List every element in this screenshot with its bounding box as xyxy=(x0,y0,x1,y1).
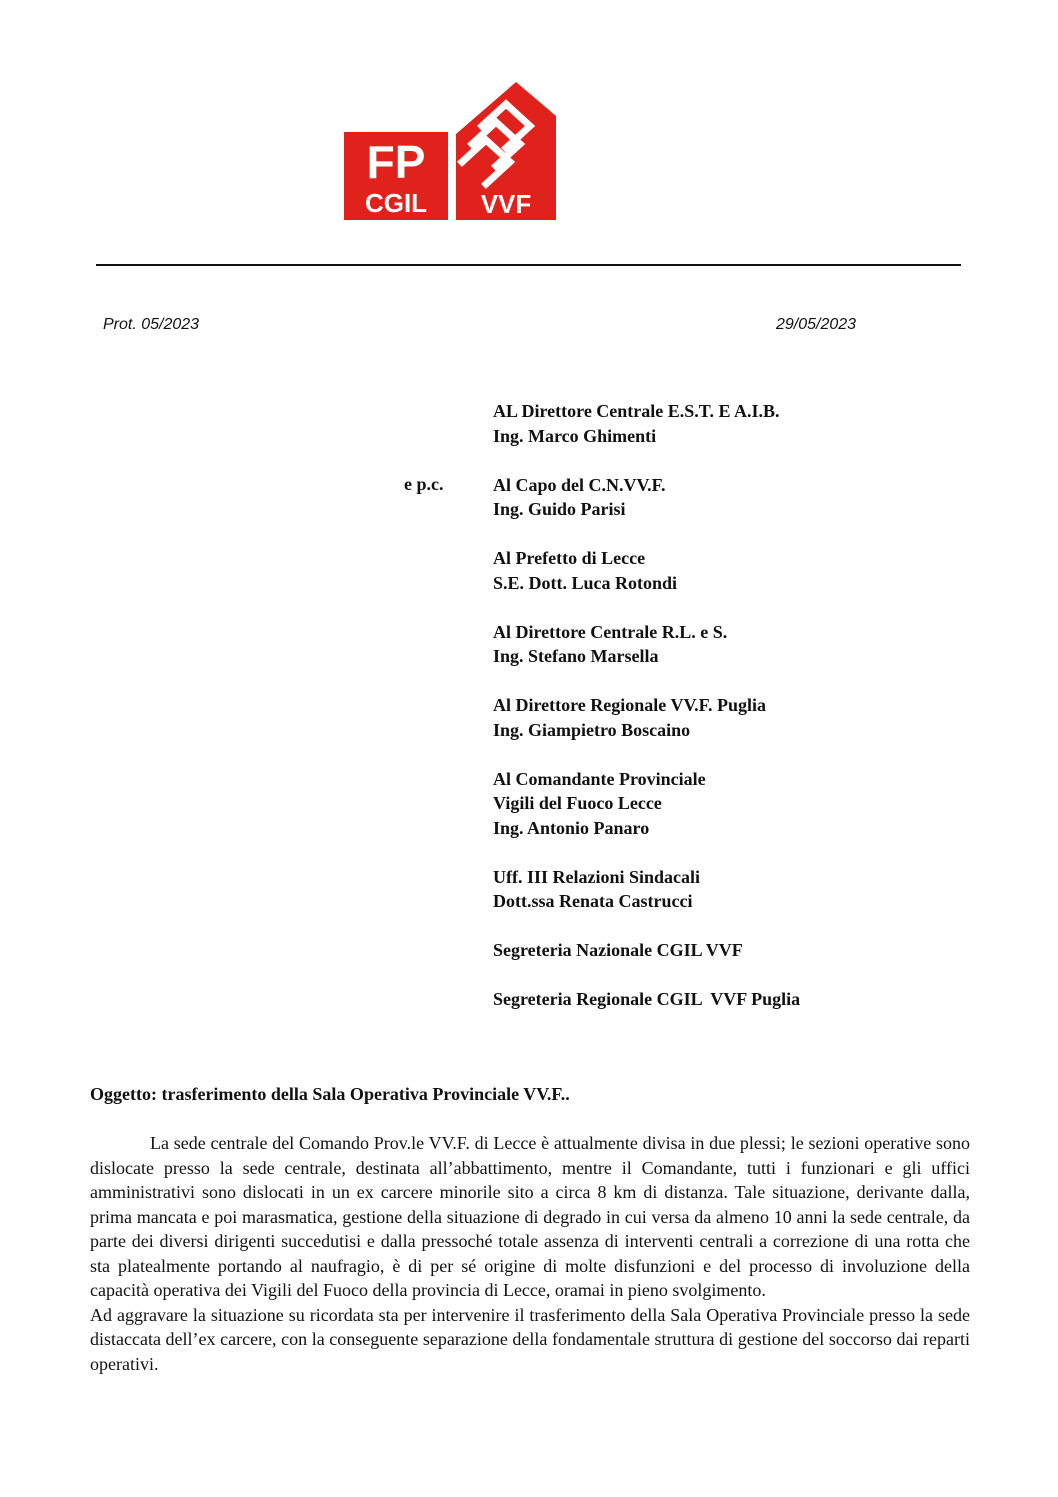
recipient-block xyxy=(493,938,973,963)
recipient-line: Uff. III Relazioni Sindacali xyxy=(493,866,701,887)
recipient-line: Ing. Giampietro Boscaino xyxy=(493,719,691,740)
body-paragraph: La sede centrale del Comando Prov.le VV.F. di Lecce è attualmente divisa in due plessi; le sezioni operative sono dislocate presso la sede centrale, destinata all’abbattimento, mentre il Comandante, tutti i funzionari e gli uffici amministrativi sono dislocati in un ex carcere minorile sito a circa 8 km di distanza. Tale situazione, derivante dalla, prima mancata e poi marasmatica, gestione della situazione di degrado in cui versa da almeno 10 anni la sede centrale, da parte dei diversi dirigenti succedutisi e dalla pressoché totale assenza di interventi centrali a correzione di una rotta che sta platealmente portando al naufragio, è di per sé origine di molte disfunzioni e del processo di involuzione della capacità operativa dei Vigili del Fuoco della provincia di Lecce, oramai in pieno svolgimento. xyxy=(90,1133,970,1300)
recipient-line: Vigili del Fuoco Lecce xyxy=(493,793,662,813)
document-date: 29/05/2023 xyxy=(776,316,857,333)
recipient-line: Segreteria Nazionale CGIL VVF xyxy=(493,940,743,960)
recipient-block xyxy=(493,987,973,1012)
subject-line: Oggetto: trasferimento della Sala Operativa Provinciale VV.F.. xyxy=(90,1084,570,1104)
recipient-line: AL Direttore Centrale E.S.T. E A.I.B. xyxy=(493,401,780,421)
recipient-line: Segreteria Regionale CGIL VVF Puglia xyxy=(493,989,801,1009)
recipient-line: Ing. Stefano Marsella xyxy=(493,646,659,666)
recipient-line: S.E. Dott. Luca Rotondi xyxy=(493,572,678,593)
recipient-block xyxy=(493,767,973,841)
recipient-line: Ing. Marco Ghimenti xyxy=(493,425,657,446)
cc-label: e p.c. xyxy=(404,474,444,494)
recipient-block xyxy=(493,546,973,595)
recipients-list xyxy=(493,399,973,1036)
recipient-line: Al Direttore Regionale VV.F. Puglia xyxy=(493,695,766,715)
recipient-line: Ing. Antonio Panaro xyxy=(493,817,650,838)
protocol-number: Prot. 05/2023 xyxy=(103,316,200,333)
recipient-line: Al Capo del C.N.VV.F. xyxy=(493,474,666,495)
recipient-line: Dott.ssa Renata Castrucci xyxy=(493,891,693,911)
recipient-block xyxy=(493,620,973,669)
recipient-block xyxy=(493,399,973,448)
header-divider xyxy=(96,264,961,266)
logo-vvf-text: VVF xyxy=(480,189,532,219)
body-paragraph: Ad aggravare la situazione su ricordata sta per intervenire il trasferimento della Sala Operativa Provinciale presso la sede distaccata dell’ex carcere, con la conseguente separazione della fondamentale struttura di gestione del soccorso dai reparti operativi. xyxy=(90,1304,970,1374)
recipient-line: Al Prefetto di Lecce xyxy=(493,548,646,568)
recipient-block xyxy=(493,865,973,914)
recipient-line: Ing. Guido Parisi xyxy=(493,499,626,519)
fp-cgil-vvf-logo xyxy=(344,82,556,222)
logo-cgil-text: CGIL xyxy=(364,188,428,218)
recipient-line: Al Direttore Centrale R.L. e S. xyxy=(493,621,728,642)
recipient-line: Al Comandante Provinciale xyxy=(493,768,706,789)
recipient-block xyxy=(493,693,973,742)
letter-body xyxy=(90,1131,970,1376)
logo-fp-text: FP xyxy=(366,136,426,188)
recipient-block xyxy=(493,473,973,522)
